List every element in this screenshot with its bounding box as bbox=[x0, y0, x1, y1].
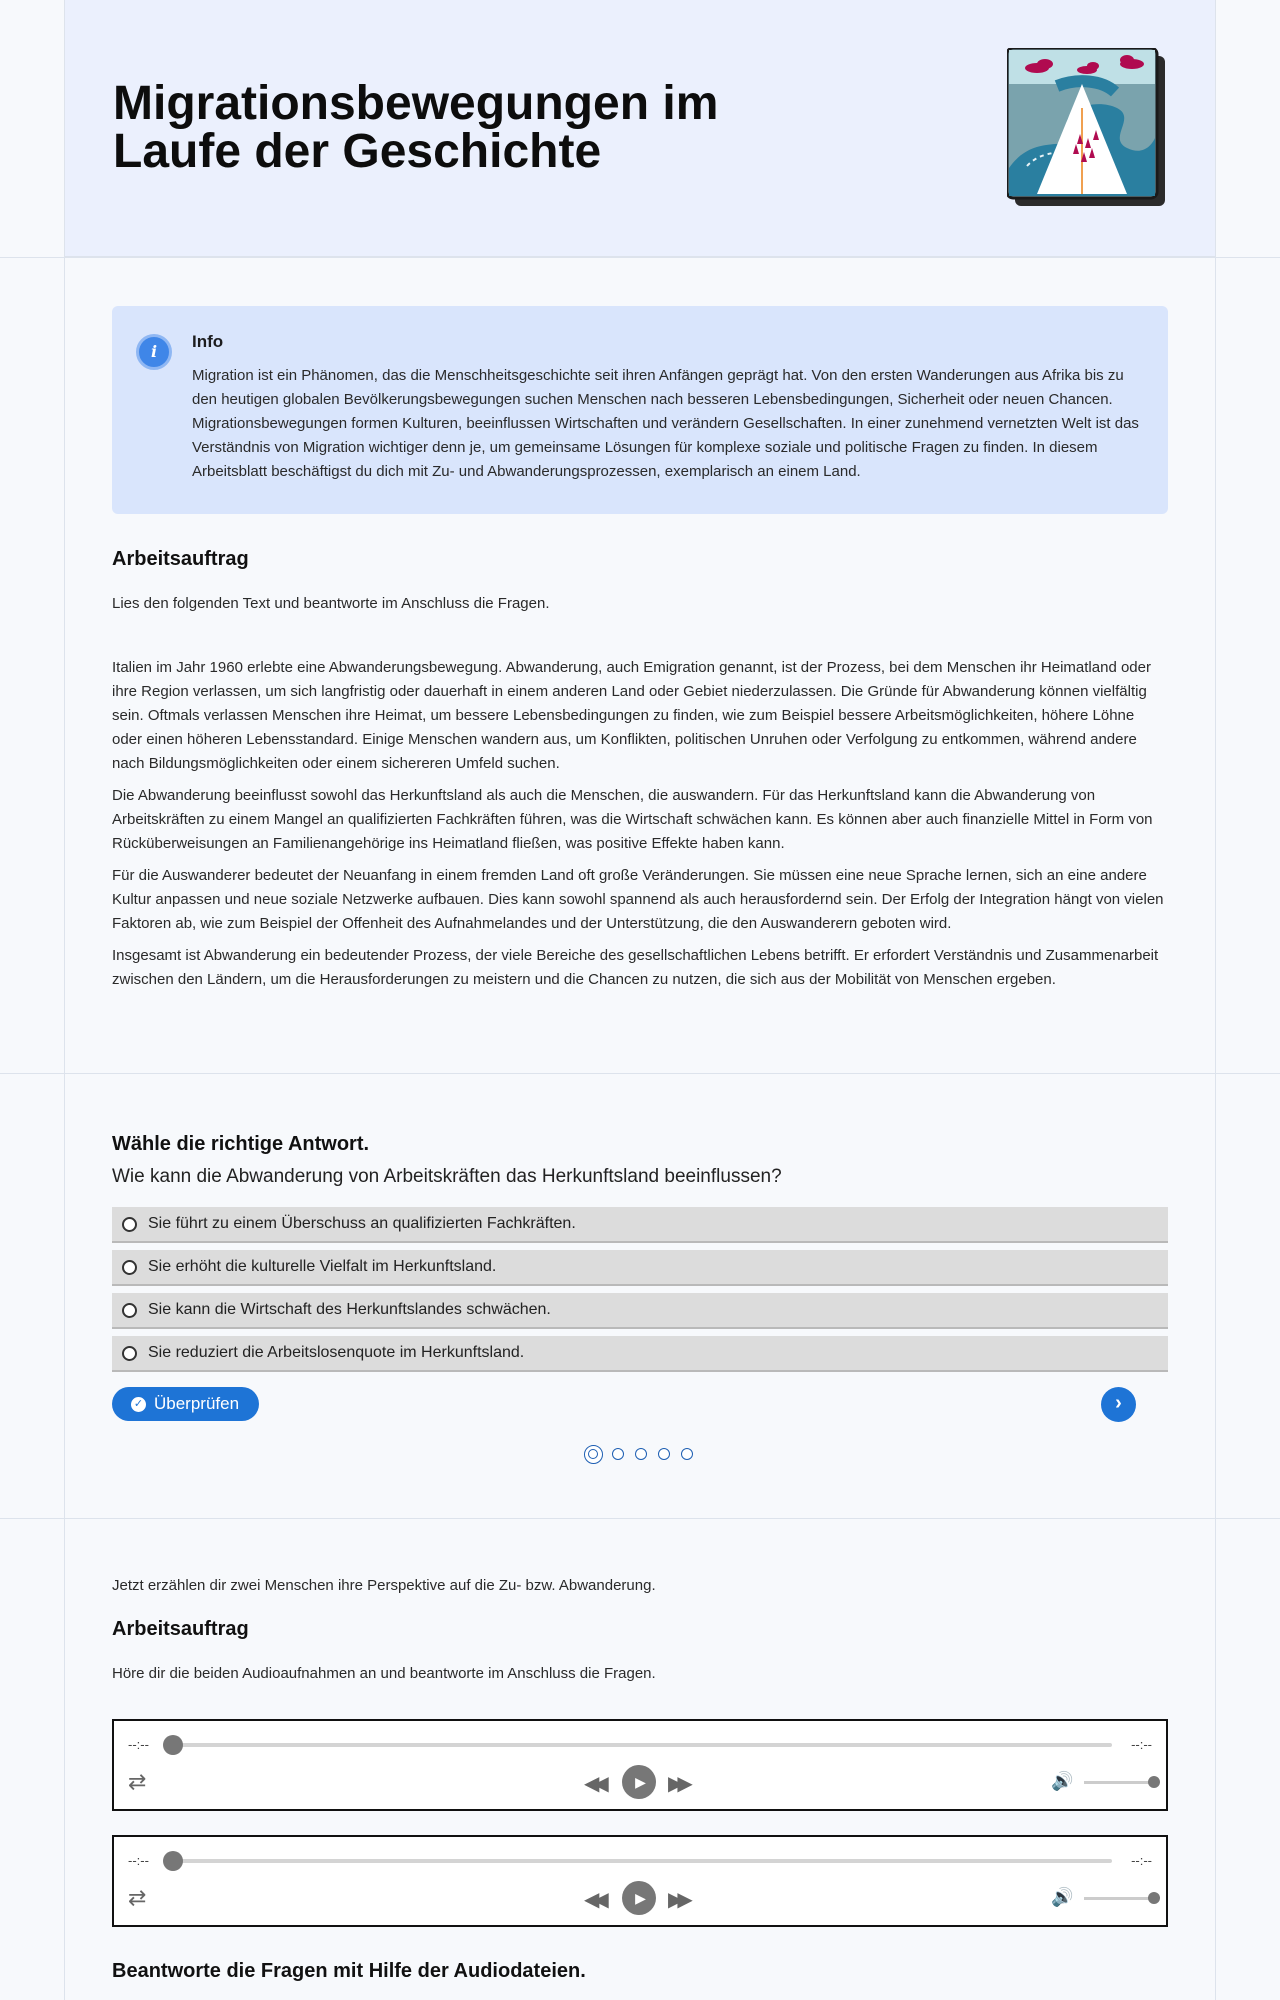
page-header bbox=[65, 0, 1215, 257]
seek-bar[interactable] bbox=[168, 1743, 1112, 1747]
answer-option-label: Sie führt zu einem Überschuss an qualifizierten Fachkräften. bbox=[148, 1215, 576, 1232]
task-heading-text: Arbeitsauftrag bbox=[112, 548, 249, 570]
loop-icon[interactable]: ⇄ bbox=[128, 1885, 147, 1910]
right-gridline bbox=[1215, 0, 1216, 2000]
task-heading: Arbeitsauftrag bbox=[112, 1618, 249, 1640]
pagination-dot-3[interactable] bbox=[635, 1448, 647, 1460]
check-circle-icon: ✓ bbox=[131, 1397, 146, 1412]
task-instruction: Lies den folgenden Text und beantworte im Anschluss die Fragen. bbox=[112, 595, 550, 612]
article-paragraph: Die Abwanderung beeinflusst sowohl das Herkunftsland als auch die Menschen, die auswandern. Für das Herkunftsland kann die Abwanderung von Arbeitskräften zu einem Mangel an qualifizierten Fachkräften führen, was die Wirtschaft schwächen kann. Es können aber auch finanzielle Mittel in Form von Rücküberweisungen an Familienangehörige ins Heimatland fließen, was positive Effekte haben kann. bbox=[112, 787, 1153, 852]
volume-slider[interactable] bbox=[1084, 1897, 1154, 1900]
answer-option-label: Sie reduziert die Arbeitslosenquote im Herkunftsland. bbox=[148, 1344, 525, 1361]
pagination-dot-2[interactable] bbox=[612, 1448, 624, 1460]
radio-button[interactable] bbox=[122, 1217, 137, 1232]
time-total: --:-- bbox=[1131, 1737, 1152, 1752]
pagination-dot-4[interactable] bbox=[658, 1448, 670, 1460]
info-text: Migration ist ein Phänomen, das die Menschheitsgeschichte seit ihren Anfängen geprägt hat. Von den ersten Wanderungen aus Afrika bis zu den heutigen globalen Bevölkerungsbewegungen suchen Menschen nach besseren Lebensbedingungen, Sicherheit oder neuen Chancen. Migrationsbewegungen formen Kulturen, beeinflussen Wirtschaften und verändern Gesellschaften. In einer zunehmend vernetzten Welt ist das Verständnis von Migration wichtiger denn je, um gemeinsame Lösungen für komplexe soziale und politische Fragen zu finden. In diesem Arbeitsblatt beschäftigst du dich mit Zu- und Abwanderungsprozessen, exemplarisch an einem Land. bbox=[192, 367, 1139, 480]
volume-slider[interactable] bbox=[1084, 1781, 1154, 1784]
quiz-question: Wie kann die Abwanderung von Arbeitskräften das Herkunftsland beeinflussen? bbox=[112, 1166, 782, 1187]
task-instruction: Höre dir die beiden Audioaufnahmen an und beantworte im Anschluss die Fragen. bbox=[112, 1665, 656, 1682]
radio-button[interactable] bbox=[122, 1260, 137, 1275]
audio-player bbox=[112, 1835, 1168, 1927]
section-divider bbox=[0, 1518, 1280, 1519]
answer-option-label: Sie erhöht die kulturelle Vielfalt im Herkunftsland. bbox=[148, 1258, 497, 1275]
answer-option-label: Sie kann die Wirtschaft des Herkunftslandes schwächen. bbox=[148, 1301, 551, 1318]
radio-button[interactable] bbox=[122, 1303, 137, 1318]
time-elapsed: --:-- bbox=[128, 1853, 149, 1868]
pagination-dot-1[interactable] bbox=[584, 1445, 603, 1464]
chevron-right-icon: › bbox=[1115, 1392, 1122, 1414]
fast-forward-icon[interactable]: ▶▶ bbox=[668, 1889, 687, 1911]
volume-handle[interactable] bbox=[1148, 1892, 1160, 1904]
final-heading: Beantworte die Fragen mit Hilfe der Audiodateien. bbox=[112, 1960, 586, 1982]
seek-handle[interactable] bbox=[163, 1851, 183, 1871]
seek-bar[interactable] bbox=[168, 1859, 1112, 1863]
volume-icon[interactable]: 🔊 bbox=[1051, 1887, 1074, 1907]
answer-option[interactable] bbox=[112, 1207, 1168, 1243]
time-elapsed: --:-- bbox=[128, 1737, 149, 1752]
quiz-heading: Wähle die richtige Antwort. bbox=[112, 1133, 370, 1155]
task-heading bbox=[112, 548, 1168, 571]
rewind-icon[interactable]: ◀◀ bbox=[584, 1773, 603, 1795]
migration-illustration bbox=[1007, 48, 1167, 208]
audio-intro: Jetzt erzählen dir zwei Menschen ihre Perspektive auf die Zu- bzw. Abwanderung. bbox=[112, 1577, 656, 1594]
volume-handle[interactable] bbox=[1148, 1776, 1160, 1788]
rewind-icon[interactable]: ◀◀ bbox=[584, 1889, 603, 1911]
left-gridline bbox=[64, 0, 65, 2000]
play-button[interactable]: ▶ bbox=[622, 1765, 656, 1799]
info-icon: i bbox=[136, 334, 172, 370]
pagination-dot-5[interactable] bbox=[681, 1448, 693, 1460]
audio-player bbox=[112, 1719, 1168, 1811]
article-paragraph: Für die Auswanderer bedeutet der Neuanfang in einem fremden Land oft große Veränderungen. Sie müssen eine neue Sprache lernen, sich an eine andere Kultur anpassen und neue soziale Netzwerke aufbauen. Dies kann sowohl spannend als auch herausfordernd sein. Der Erfolg der Integration hängt von vielen Faktoren ab, wie zum Beispiel der Offenheit des Aufnahmelandes und der Unterstützung, die den Auswanderern geboten wird. bbox=[112, 867, 1164, 932]
article-paragraph: Italien im Jahr 1960 erlebte eine Abwanderungsbewegung. Abwanderung, auch Emigration genannt, ist der Prozess, bei dem Menschen ihr Heimatland oder ihre Region verlassen, um sich langfristig oder dauerhaft in einem anderen Land oder Gebiet niederzulassen. Die Gründe für Abwanderung können vielfältig sein. Oftmals verlassen Menschen ihre Heimat, um bessere Lebensbedingungen zu finden, wie zum Beispiel bessere Arbeitsmöglichkeiten, höhere Löhne oder einen höheren Lebensstandard. Einige Menschen wandern aus, um Konflikten, politischen Unruhen oder Verfolgung zu entkommen, während andere nach Bildungsmöglichkeiten oder einem sichereren Umfeld suchen. bbox=[112, 659, 1151, 772]
check-answer-button[interactable] bbox=[112, 1387, 259, 1421]
play-button[interactable]: ▶ bbox=[622, 1881, 656, 1915]
radio-button[interactable] bbox=[122, 1346, 137, 1361]
answer-option[interactable] bbox=[112, 1250, 1168, 1286]
section-divider bbox=[0, 257, 1280, 258]
answer-option[interactable] bbox=[112, 1336, 1168, 1372]
check-answer-label: Überprüfen bbox=[154, 1394, 240, 1413]
article-text bbox=[112, 656, 1168, 1000]
fast-forward-icon[interactable]: ▶▶ bbox=[668, 1773, 687, 1795]
loop-icon[interactable]: ⇄ bbox=[128, 1769, 147, 1794]
page-title: Migrationsbewegungen im Laufe der Geschichte bbox=[113, 77, 719, 178]
info-box bbox=[112, 306, 1168, 514]
volume-icon[interactable]: 🔊 bbox=[1051, 1771, 1074, 1791]
answer-option[interactable] bbox=[112, 1293, 1168, 1329]
section-divider bbox=[0, 1073, 1280, 1074]
answer-options bbox=[112, 1207, 1168, 1379]
next-question-button[interactable] bbox=[1101, 1387, 1136, 1422]
time-total: --:-- bbox=[1131, 1853, 1152, 1868]
article-paragraph: Insgesamt ist Abwanderung ein bedeutender Prozess, der viele Bereiche des gesellschaftlichen Lebens betrifft. Er erfordert Verständnis und Zusammenarbeit zwischen den Ländern, um die Herausforderungen zu meistern und die Chancen zu nutzen, die sich aus der Mobilität von Menschen ergeben. bbox=[112, 947, 1159, 988]
info-title: Info bbox=[192, 332, 224, 351]
seek-handle[interactable] bbox=[163, 1735, 183, 1755]
